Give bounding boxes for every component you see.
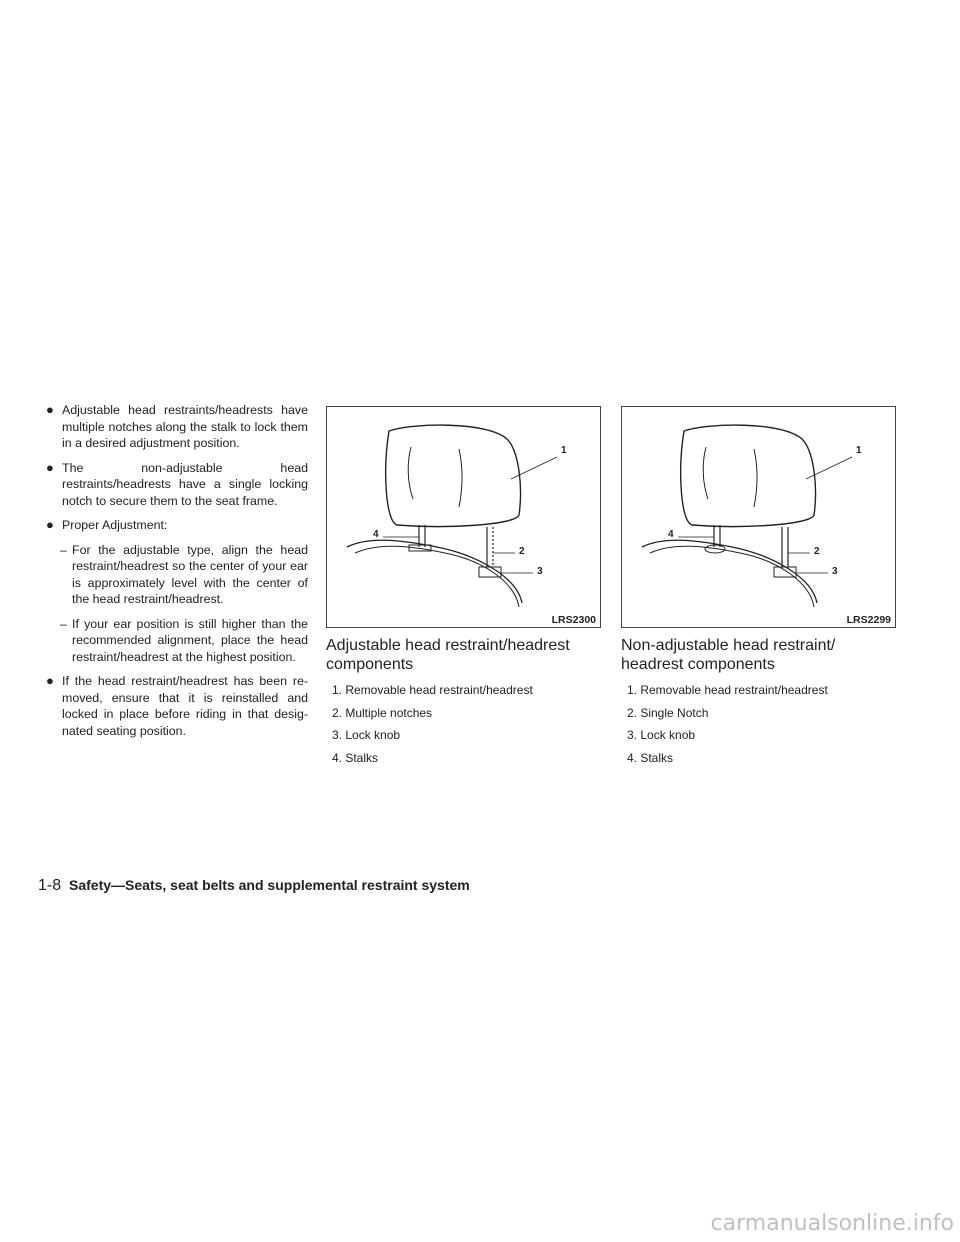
callout-4: 4 (373, 529, 379, 540)
dash-icon: – (60, 542, 67, 557)
figure-non-adjustable-headrest (621, 406, 896, 628)
bullet-adjustable (38, 402, 308, 452)
bullet-text: If the head restraint/headrest has been re- moved, ensure that it is reinstalled and locked in place before riding in that desig- nated seating position. (62, 674, 308, 738)
callout-3: 3 (537, 566, 543, 577)
list-item: 1. Removable head restraint/headrest (332, 683, 533, 697)
sub-item-adjustable-type (38, 542, 308, 608)
list-item: 4. Stalks (627, 750, 674, 765)
dash-icon: – (60, 616, 67, 631)
list-item: 4. Stalks (332, 750, 379, 765)
callout-4: 4 (668, 529, 674, 540)
caption-adjustable (326, 636, 606, 772)
page-footer (38, 877, 470, 895)
bullet-icon: ● (46, 673, 54, 688)
caption-non-adjustable (621, 636, 901, 772)
figure-code: LRS2299 (846, 614, 891, 626)
callout-2: 2 (519, 546, 525, 557)
callout-1: 1 (561, 445, 567, 456)
sub-item-text: For the adjustable type, align the head restraint/headrest so the center of your ear is approximately level with the center of the head restraint/headrest. (72, 542, 308, 606)
list-item: 3. Lock knob (627, 728, 696, 742)
headrest-illustration-adjustable (327, 407, 600, 627)
page-number: 1-8 (38, 877, 62, 894)
callout-3: 3 (832, 566, 838, 577)
list-item: 2. Multiple notches (332, 705, 433, 720)
component-list (621, 682, 901, 766)
figure-title: Non-adjustable head restraint/ headrest components (621, 637, 836, 673)
bullet-text: The non-adjustable head restraints/headrests have a single locking notch to secure them to the seat frame. (62, 460, 308, 508)
bullet-non-adjustable (38, 460, 308, 510)
list-item: 1. Removable head restraint/headrest (627, 683, 828, 697)
figure-adjustable-headrest (326, 406, 601, 628)
body-text-column (38, 402, 308, 747)
list-item: 2. Single Notch (627, 705, 709, 720)
bullet-reinstall (38, 673, 308, 739)
watermark (710, 1204, 960, 1242)
component-list (326, 682, 606, 766)
bullet-text: Adjustable head restraints/headrests have multiple notches along the stalk to lock them in a desired adjustment position. (62, 403, 308, 450)
bullet-icon: ● (46, 402, 54, 417)
callout-2: 2 (814, 546, 820, 557)
figure-code: LRS2300 (551, 614, 596, 626)
callout-1: 1 (856, 445, 862, 456)
bullet-icon: ● (46, 459, 54, 475)
watermark-text: carmanualsonline.info (710, 1211, 954, 1236)
bullet-text: Proper Adjustment: (62, 518, 168, 532)
bullet-icon: ● (46, 517, 54, 532)
headrest-illustration-non-adjustable (622, 407, 895, 627)
sub-item-text: If your ear position is still higher than the recommended alignment, place the head restraint/headrest at the highest position. (72, 616, 308, 664)
figure-title: Adjustable head restraint/headrest components (326, 637, 570, 673)
sub-item-ear-higher (38, 616, 308, 666)
list-item: 3. Lock knob (332, 728, 401, 742)
bullet-proper-adjustment (38, 517, 308, 534)
section-title: Safety—Seats, seat belts and supplemental restraint system (69, 877, 470, 893)
